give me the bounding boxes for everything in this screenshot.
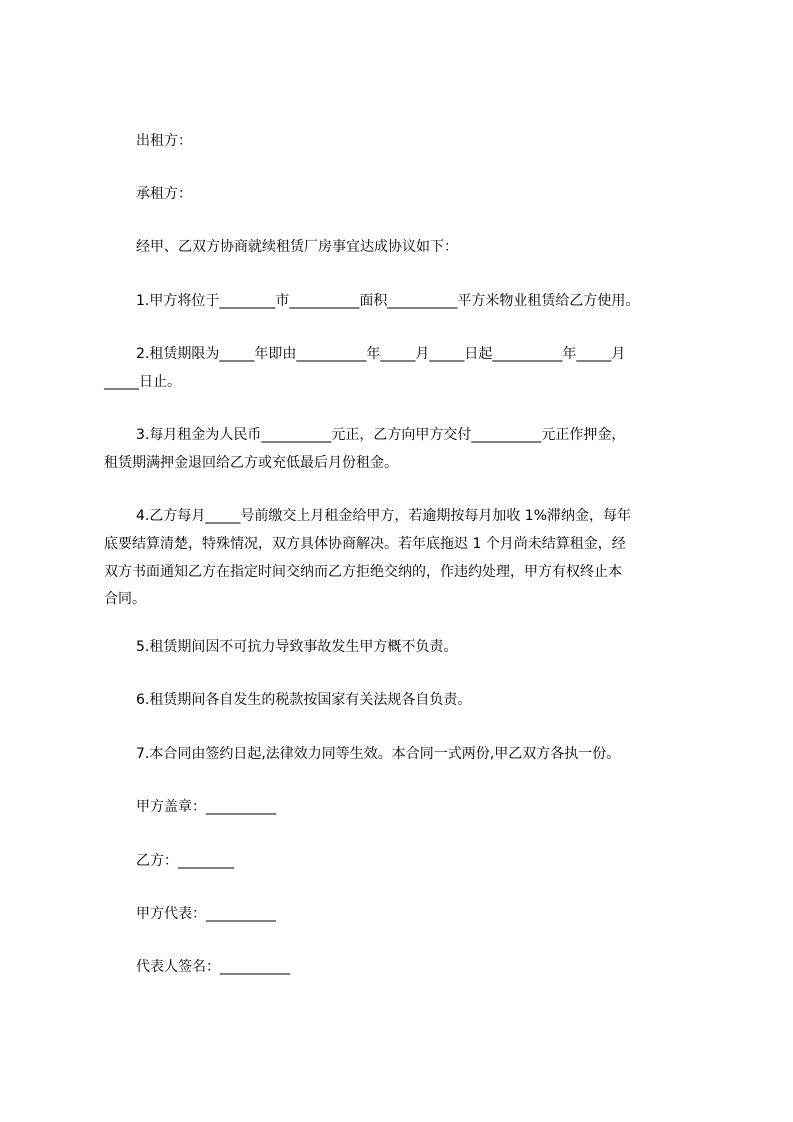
clause-3-line-2: 租赁期满押金退回给乙方或充低最后月份租金。 (104, 455, 398, 471)
clause-2-line-2: _____日止。 (104, 374, 181, 390)
clause-4-line-3: 双方书面通知乙方在指定时间交纳而乙方拒绝交纳的，作违约处理，甲方有权终止本 (104, 564, 622, 580)
party-b-field: 乙方：________ (136, 853, 234, 869)
representative-signature-field: 代表人签名：__________ (136, 959, 290, 975)
clause-3-line-1: 3.每月租金为人民币__________元正，乙方向甲方交付__________元正作押金， (136, 427, 626, 443)
party-a-representative-field: 甲方代表：__________ (136, 906, 276, 922)
clause-7: 7.本合同由签约日起,法律效力同等生效。本合同一式两份,甲乙双方各执一份。 (136, 746, 621, 762)
clause-5: 5.租赁期间因不可抗力导致事故发生甲方概不负责。 (136, 639, 458, 655)
clause-1: 1.甲方将位于________市__________面积__________平方米物业租赁给乙方使用。 (136, 293, 640, 309)
clause-6: 6.租赁期间各自发生的税款按国家有关法规各自负责。 (136, 692, 472, 708)
party-a-seal-field: 甲方盖章：__________ (136, 799, 276, 815)
lessee-label: 承租方： (136, 186, 192, 202)
lessor-label: 出租方： (136, 133, 192, 149)
clause-2-line-1: 2.租赁期限为_____年即由__________年_____月_____日起__________年_____月 (136, 346, 626, 362)
intro-paragraph: 经甲、乙双方协商就续租赁厂房事宜达成协议如下： (136, 239, 458, 255)
clause-4-line-1: 4.乙方每月_____号前缴交上月租金给甲方，若逾期按每月加收 1%滞纳金，每年 (136, 508, 632, 524)
clause-4-line-2: 底要结算清楚，特殊情况，双方具体协商解决。若年底拖迟 1 个月尚未结算租金，经 (104, 536, 626, 552)
clause-4-line-4: 合同。 (104, 591, 146, 607)
